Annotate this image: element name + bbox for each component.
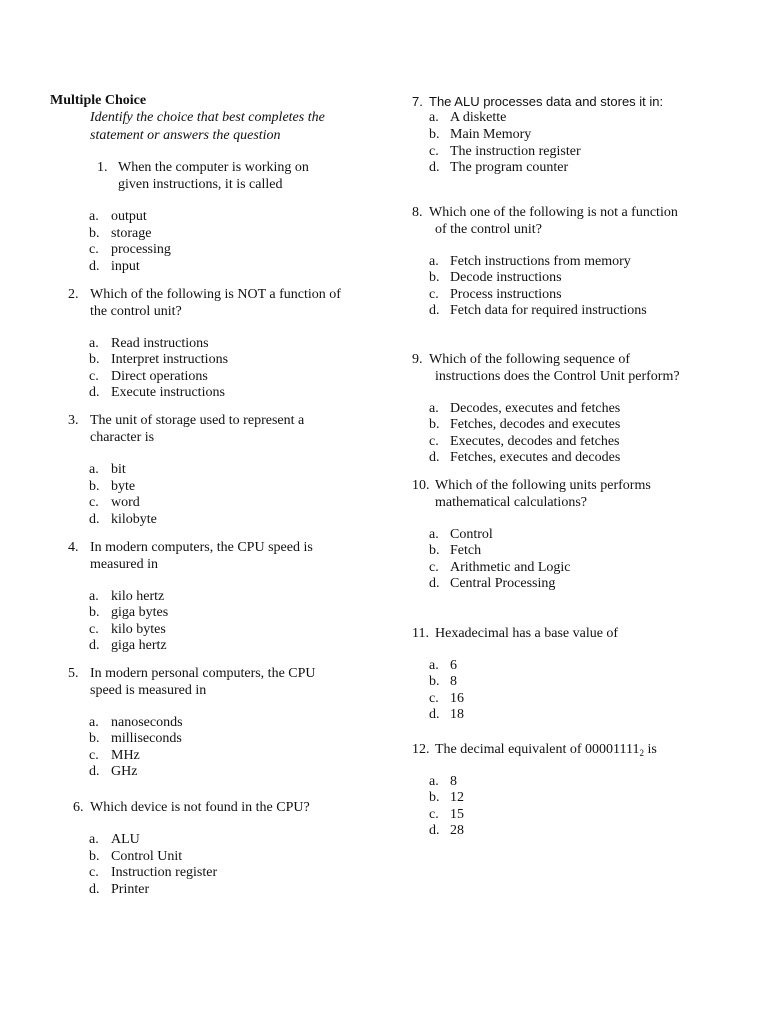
question-number: 6. (73, 800, 84, 815)
option-letter: d. (89, 882, 100, 897)
question-number: 1. (97, 160, 108, 175)
option-letter: b. (429, 790, 440, 805)
question-number: 3. (68, 413, 79, 428)
option-text: Fetch data for required instructions (450, 303, 647, 318)
option-text: milliseconds (111, 731, 182, 746)
question-text: In modern personal computers, the CPU (90, 666, 316, 681)
option-text: 15 (450, 807, 464, 822)
question-6 (73, 800, 373, 817)
option-text: Arithmetic and Logic (450, 560, 571, 575)
option-text: Executes, decodes and fetches (450, 434, 620, 449)
question-text: mathematical calculations? (435, 495, 587, 510)
option-text: 28 (450, 823, 464, 838)
option-letter: c. (89, 495, 99, 510)
option-text: Decodes, executes and fetches (450, 401, 621, 416)
option-text: Fetches, executes and decodes (450, 450, 621, 465)
option-text: GHz (111, 764, 138, 779)
option-text: Read instructions (111, 336, 209, 351)
option-letter: c. (89, 865, 99, 880)
option-letter: b. (89, 226, 100, 241)
binary-subscript: 2 (639, 748, 644, 758)
option-text: A diskette (450, 110, 507, 125)
question-12 (412, 742, 732, 759)
question-text: the control unit? (90, 304, 182, 319)
option-text: byte (111, 479, 136, 494)
question-number: 5. (68, 666, 79, 681)
option-letter: a. (429, 658, 439, 673)
question-text: Which of the following is NOT a function of (90, 287, 341, 302)
option-text: 8 (450, 674, 457, 689)
question-7 (412, 94, 712, 111)
option-text: kilo hertz (111, 589, 165, 604)
option-text: Decode instructions (450, 270, 562, 285)
question-text: given instructions, it is called (118, 177, 283, 192)
option-text: Direct operations (111, 369, 208, 384)
instructions-line-2: statement or answers the question (90, 128, 281, 143)
option-text: 18 (450, 707, 464, 722)
question-number: 11. (412, 626, 429, 641)
question-number: 10. (412, 478, 430, 493)
option-letter: c. (429, 287, 439, 302)
question-text-end: is (644, 742, 657, 757)
question-5 (68, 666, 368, 700)
option-text: The program counter (450, 160, 569, 175)
option-text: Execute instructions (111, 385, 225, 400)
option-letter: a. (429, 774, 439, 789)
option-text: 8 (450, 774, 457, 789)
option-text: ALU (111, 832, 140, 847)
option-text: Main Memory (450, 127, 532, 142)
question-9 (412, 352, 712, 386)
question-number: 8. (412, 205, 423, 220)
option-letter: d. (429, 576, 440, 591)
question-number: 12. (412, 742, 430, 757)
option-text: word (111, 495, 140, 510)
option-text: storage (111, 226, 152, 241)
question-text: Which device is not found in the CPU? (90, 800, 310, 815)
question-number: 9. (412, 352, 423, 367)
question-3 (68, 413, 368, 447)
option-letter: c. (429, 691, 439, 706)
question-text: The ALU processes data and stores it in: (429, 94, 664, 109)
question-text: Which one of the following is not a function (429, 205, 678, 220)
option-letter: c. (429, 144, 439, 159)
option-text: Printer (111, 882, 150, 897)
option-letter: a. (429, 110, 439, 125)
question-11 (412, 626, 712, 643)
instructions-line-1: Identify the choice that best completes the (90, 110, 325, 125)
option-letter: b. (89, 849, 100, 864)
option-letter: c. (89, 622, 99, 637)
option-letter: b. (89, 479, 100, 494)
question-1 (97, 160, 357, 194)
option-text: giga bytes (111, 605, 169, 620)
section-title: Multiple Choice (50, 93, 147, 108)
option-text: 16 (450, 691, 464, 706)
option-letter: b. (429, 417, 440, 432)
question-text-wrapper (435, 742, 657, 759)
option-letter: b. (429, 543, 440, 558)
option-letter: d. (429, 707, 440, 722)
question-text: Which of the following units performs (435, 478, 651, 493)
option-letter: a. (429, 401, 439, 416)
question-text: of the control unit? (435, 222, 542, 237)
option-letter: a. (429, 527, 439, 542)
option-letter: c. (429, 560, 439, 575)
question-text: Which of the following sequence of (429, 352, 630, 367)
option-letter: a. (89, 715, 99, 730)
option-letter: b. (89, 605, 100, 620)
option-letter: d. (429, 823, 440, 838)
option-text: 12 (450, 790, 464, 805)
option-letter: a. (89, 589, 99, 604)
question-text: measured in (90, 557, 159, 572)
option-text: Fetch instructions from memory (450, 254, 631, 269)
option-letter: d. (429, 160, 440, 175)
option-text: giga hertz (111, 638, 167, 653)
question-text: In modern computers, the CPU speed is (90, 540, 313, 555)
option-letter: d. (89, 385, 100, 400)
option-text: 6 (450, 658, 457, 673)
option-letter: c. (89, 748, 99, 763)
option-text: nanoseconds (111, 715, 183, 730)
option-text: Fetch (450, 543, 482, 558)
option-letter: c. (429, 807, 439, 822)
option-letter: c. (429, 434, 439, 449)
option-text: The instruction register (450, 144, 581, 159)
question-number: 2. (68, 287, 79, 302)
option-letter: d. (89, 512, 100, 527)
question-10 (412, 478, 712, 512)
question-number: 4. (68, 540, 79, 555)
question-text: The decimal equivalent of 00001111 (435, 742, 640, 757)
question-text: instructions does the Control Unit perform? (435, 369, 680, 384)
question-4 (68, 540, 368, 574)
option-text: Control (450, 527, 493, 542)
option-letter: a. (89, 832, 99, 847)
option-letter: b. (429, 674, 440, 689)
option-letter: b. (89, 731, 100, 746)
question-text: character is (90, 430, 155, 445)
option-text: input (111, 259, 140, 274)
option-text: Process instructions (450, 287, 562, 302)
option-text: MHz (111, 748, 140, 763)
option-text: processing (111, 242, 171, 257)
option-text: bit (111, 462, 126, 477)
option-text: Central Processing (450, 576, 556, 591)
option-letter: d. (429, 450, 440, 465)
option-text: kilobyte (111, 512, 157, 527)
option-letter: a. (89, 336, 99, 351)
option-letter: c. (89, 369, 99, 384)
option-letter: d. (89, 638, 100, 653)
question-text: speed is measured in (90, 683, 207, 698)
option-letter: a. (89, 462, 99, 477)
question-number: 7. (412, 94, 423, 109)
option-letter: d. (89, 764, 100, 779)
option-letter: d. (89, 259, 100, 274)
question-text: When the computer is working on (118, 160, 309, 175)
option-letter: b. (429, 127, 440, 142)
option-letter: a. (429, 254, 439, 269)
question-2 (68, 287, 368, 321)
question-8 (412, 205, 712, 239)
option-text: Instruction register (111, 865, 218, 880)
question-text: The unit of storage used to represent a (90, 413, 305, 428)
option-text: Fetches, decodes and executes (450, 417, 621, 432)
option-text: output (111, 209, 147, 224)
option-text: kilo bytes (111, 622, 166, 637)
option-letter: d. (429, 303, 440, 318)
option-letter: a. (89, 209, 99, 224)
option-text: Control Unit (111, 849, 183, 864)
option-letter: c. (89, 242, 99, 257)
option-letter: b. (429, 270, 440, 285)
option-text: Interpret instructions (111, 352, 229, 367)
question-text: Hexadecimal has a base value of (435, 626, 619, 641)
option-letter: b. (89, 352, 100, 367)
